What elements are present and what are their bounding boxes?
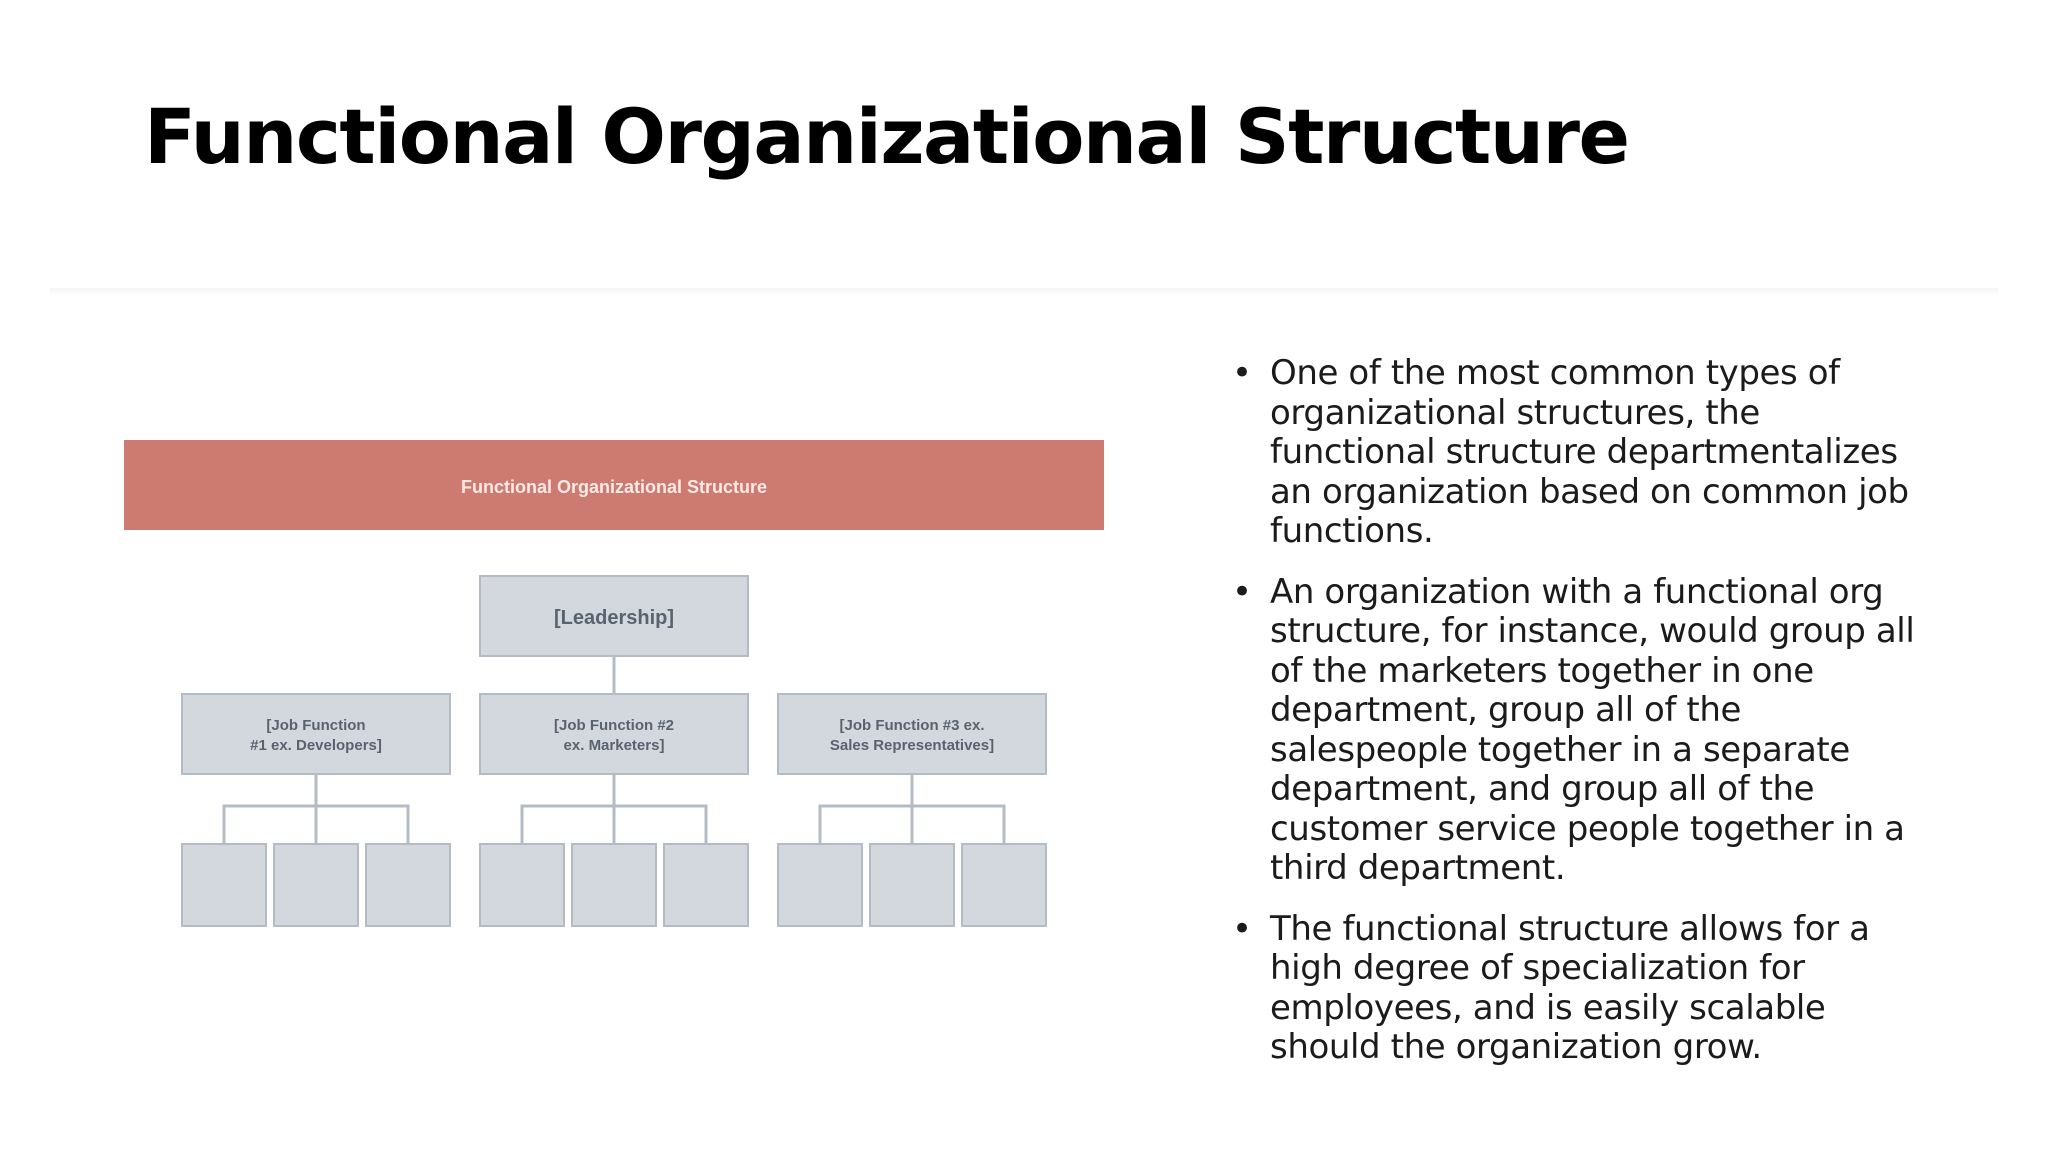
sub-unit-box bbox=[572, 844, 656, 926]
job-function-3-line1: [Job Function #3 ex. bbox=[839, 717, 985, 734]
sub-unit-box bbox=[962, 844, 1046, 926]
job-function-1-line1: [Job Function bbox=[266, 717, 366, 734]
job-function-2-line2: ex. Marketers] bbox=[563, 737, 665, 754]
leadership-label: [Leadership] bbox=[553, 607, 675, 629]
bullet-text: An organization with a functional org structure, for instance, would group all of the marketers together in one department, group all of the salespeople together in a separate department, and group all of the customer service people together in a third department. bbox=[1270, 571, 1915, 888]
job-function-3-line2: Sales Representatives] bbox=[829, 737, 995, 754]
job-function-3-box bbox=[778, 694, 1046, 774]
sub-unit-box bbox=[480, 844, 564, 926]
org-chart-image bbox=[124, 440, 1104, 940]
bullet-item bbox=[1232, 573, 1932, 889]
job-function-1-box bbox=[182, 694, 450, 774]
sub-unit-box bbox=[274, 844, 358, 926]
sub-unit-box bbox=[870, 844, 954, 926]
sub-unit-box bbox=[664, 844, 748, 926]
bullet-marker: • bbox=[1232, 353, 1252, 393]
bullet-text: One of the most common types of organizational structures, the functional structure departmentalizes an organization based on common job functions. bbox=[1270, 353, 1909, 551]
job-function-1-line2: #1 ex. Developers] bbox=[250, 737, 382, 754]
org-chart-svg bbox=[124, 440, 1104, 940]
bullet-marker: • bbox=[1232, 908, 1252, 949]
sub-unit-box bbox=[366, 844, 450, 926]
bullet-text: The functional structure allows for a high degree of specialization for employees, and is easily scalable should the organization grow. bbox=[1270, 908, 1870, 1067]
slide-title: Functional Organizational Structure bbox=[144, 92, 1629, 181]
title-divider bbox=[50, 288, 1998, 296]
sub-unit-box bbox=[182, 844, 266, 926]
bullet-marker: • bbox=[1232, 571, 1252, 612]
sub-unit-box bbox=[778, 844, 862, 926]
org-chart-banner-title: Functional Organizational Structure bbox=[460, 477, 768, 497]
job-function-2-box bbox=[480, 694, 748, 774]
bullet-list bbox=[1232, 354, 1932, 1089]
bullet-item bbox=[1232, 910, 1932, 1068]
bullet-item bbox=[1232, 354, 1932, 552]
job-function-2-line1: [Job Function #2 bbox=[554, 717, 674, 734]
